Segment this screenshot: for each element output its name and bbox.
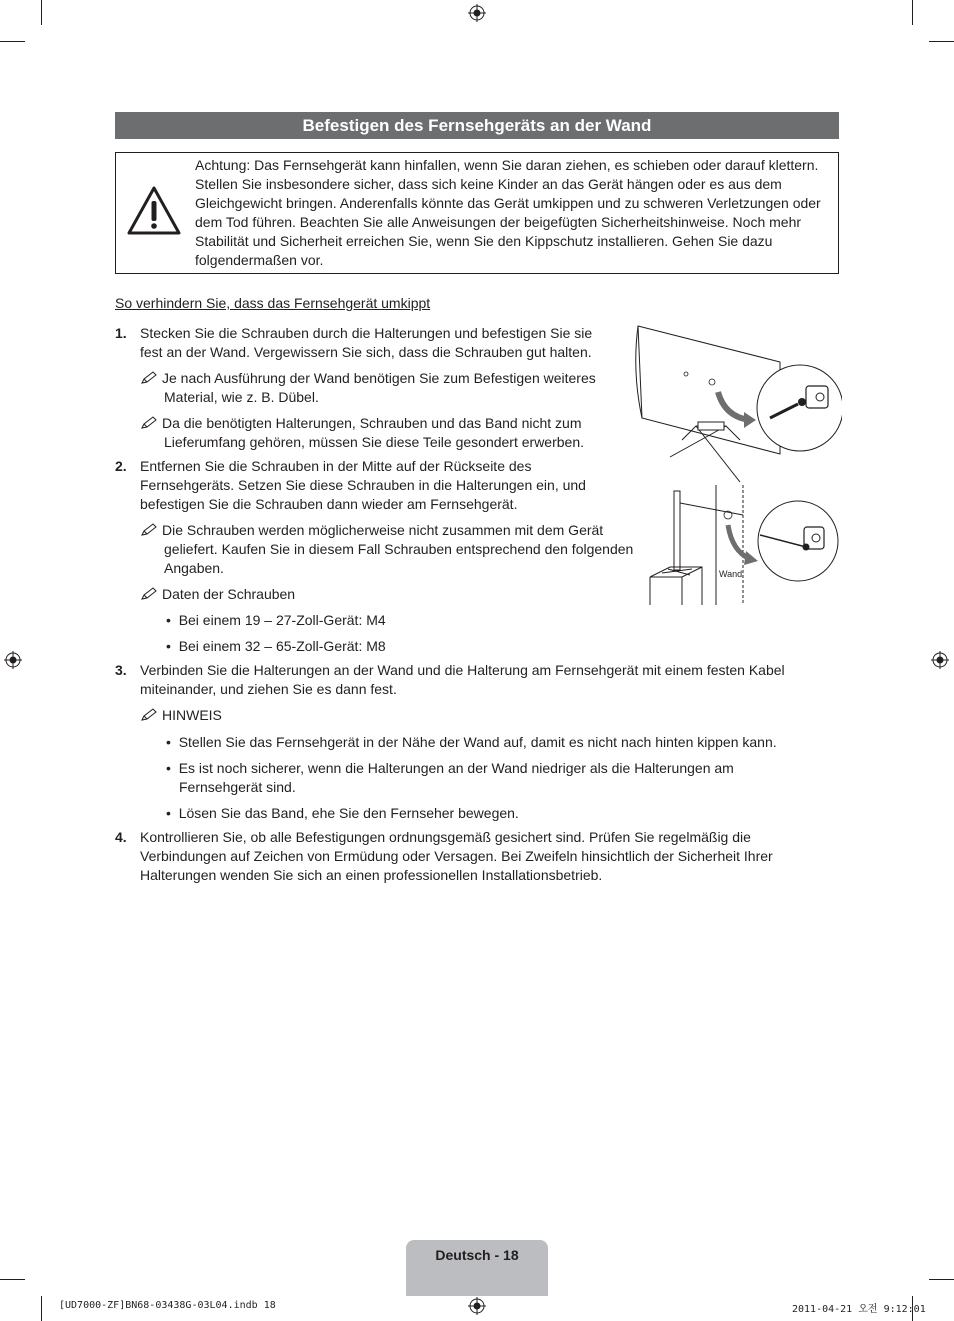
pencil-note-icon bbox=[140, 587, 158, 601]
step-number: 2. bbox=[115, 458, 127, 474]
note: Je nach Ausführung der Wand benötigen Sie zum Befestigen weiteres Material, wie z. B. Dübel. bbox=[140, 369, 649, 407]
page-title: Befestigen des Fernsehgeräts an der Wand bbox=[115, 112, 839, 139]
file-info: [UD7000-ZF]BN68-03438G-03L04.indb 18 bbox=[59, 1300, 276, 1311]
note: Da die benötigten Halterungen, Schrauben und das Band nicht zum Lieferumfang gehören, müssen Sie diese Teile gesondert erwerben. bbox=[140, 414, 644, 452]
pencil-note-icon bbox=[140, 523, 158, 537]
crop-mark bbox=[929, 41, 954, 42]
registration-mark-icon bbox=[4, 651, 22, 669]
step-text: Stecken Sie die Schrauben durch die Halterungen und befestigen Sie sie fest an der Wand. Vergewissern Sie sich, dass die Schrauben gut halten. bbox=[140, 325, 593, 360]
pencil-note-icon bbox=[140, 416, 158, 430]
crop-mark bbox=[41, 1296, 42, 1321]
warning-label: Achtung bbox=[195, 157, 247, 173]
note: Die Schrauben werden möglicherweise nicht zusammen mit dem Gerät geliefert. Kaufen Sie in diesem Fall Schrauben entsprechend den folgenden Angaben. bbox=[140, 521, 634, 578]
step-number: 4. bbox=[115, 829, 127, 845]
bullet-item: • Bei einem 32 – 65-Zoll-Gerät: M8 bbox=[166, 638, 386, 654]
registration-mark-icon bbox=[468, 4, 486, 22]
warning-text: Achtung: Das Fernsehgerät kann hinfallen, wenn Sie daran ziehen, es schieben oder darauf klettern. Stellen Sie insbesondere sicher, dass sich keine Kinder an das Gerät hängen oder es aus dem Gleichgewicht bringen. Anderenfalls könnte das Gerät umkippen und zu schweren Verletzungen oder dem Tod führen. Beachten Sie alle Anweisungen der beigefügten Sicherheitshinweise. Noch mehr Stabilität und Sicherheit erreichen Sie, wenn Sie den Kippschutz installieren. Gehen Sie dazu folgendermaßen vor. bbox=[195, 157, 821, 268]
crop-mark bbox=[41, 0, 42, 25]
bullet-item: • Bei einem 19 – 27-Zoll-Gerät: M4 bbox=[166, 612, 386, 628]
crop-mark bbox=[0, 1279, 25, 1280]
registration-mark-icon bbox=[468, 1297, 486, 1315]
page-number: Deutsch - 18 bbox=[435, 1247, 519, 1263]
note: Daten der Schrauben bbox=[140, 585, 634, 604]
crop-mark bbox=[929, 1279, 954, 1280]
warning-icon bbox=[126, 185, 182, 237]
wall-label: Wand bbox=[719, 569, 743, 579]
note: HINWEIS bbox=[140, 706, 222, 725]
tv-back-illustration bbox=[630, 322, 842, 482]
crop-mark bbox=[0, 41, 25, 42]
step-text: Entfernen Sie die Schrauben in der Mitte auf der Rückseite des Fernsehgeräts. Setzen Sie diese Schrauben in die Halterungen ein, und befestigen Sie die Schrauben dann wieder am Fernsehgerät. bbox=[140, 458, 586, 512]
bullet-item: • Stellen Sie das Fernsehgerät in der Nähe der Wand auf, damit es nicht nach hinten kippen kann. bbox=[166, 734, 777, 750]
pencil-note-icon bbox=[140, 371, 158, 385]
bullet-item: • Lösen Sie das Band, ehe Sie den Fernseher bewegen. bbox=[166, 805, 519, 821]
step-text: Kontrollieren Sie, ob alle Befestigungen ordnungsgemäß gesichert sind. Prüfen Sie regelmäßig die Verbindungen auf Zeichen von Ermüdung oder Versagen. Bei Zweifeln hinsichtlich der Sicherheit Ihrer Halterungen wenden Sie sich an einen professionellen Installationsbetrieb. bbox=[140, 829, 773, 883]
crop-mark bbox=[912, 0, 913, 25]
step-text: Verbinden Sie die Halterungen an der Wand und die Halterung am Fernsehgerät mit einem festen Kabel miteinander, und ziehen Sie es dann fest. bbox=[140, 662, 785, 697]
print-timestamp: 2011-04-21 오전 9:12:01 bbox=[792, 1304, 926, 1315]
step-number: 3. bbox=[115, 662, 127, 678]
section-heading: So verhindern Sie, dass das Fernsehgerät umkippt bbox=[115, 295, 431, 311]
registration-mark-icon bbox=[931, 651, 949, 669]
bullet-item: • Es ist noch sicherer, wenn die Halterungen an der Wand niedriger als die Halterungen am Fernsehgerät sind. bbox=[166, 760, 734, 795]
step-number: 1. bbox=[115, 325, 127, 341]
pencil-note-icon bbox=[140, 708, 158, 722]
wall-side-illustration bbox=[646, 485, 842, 607]
